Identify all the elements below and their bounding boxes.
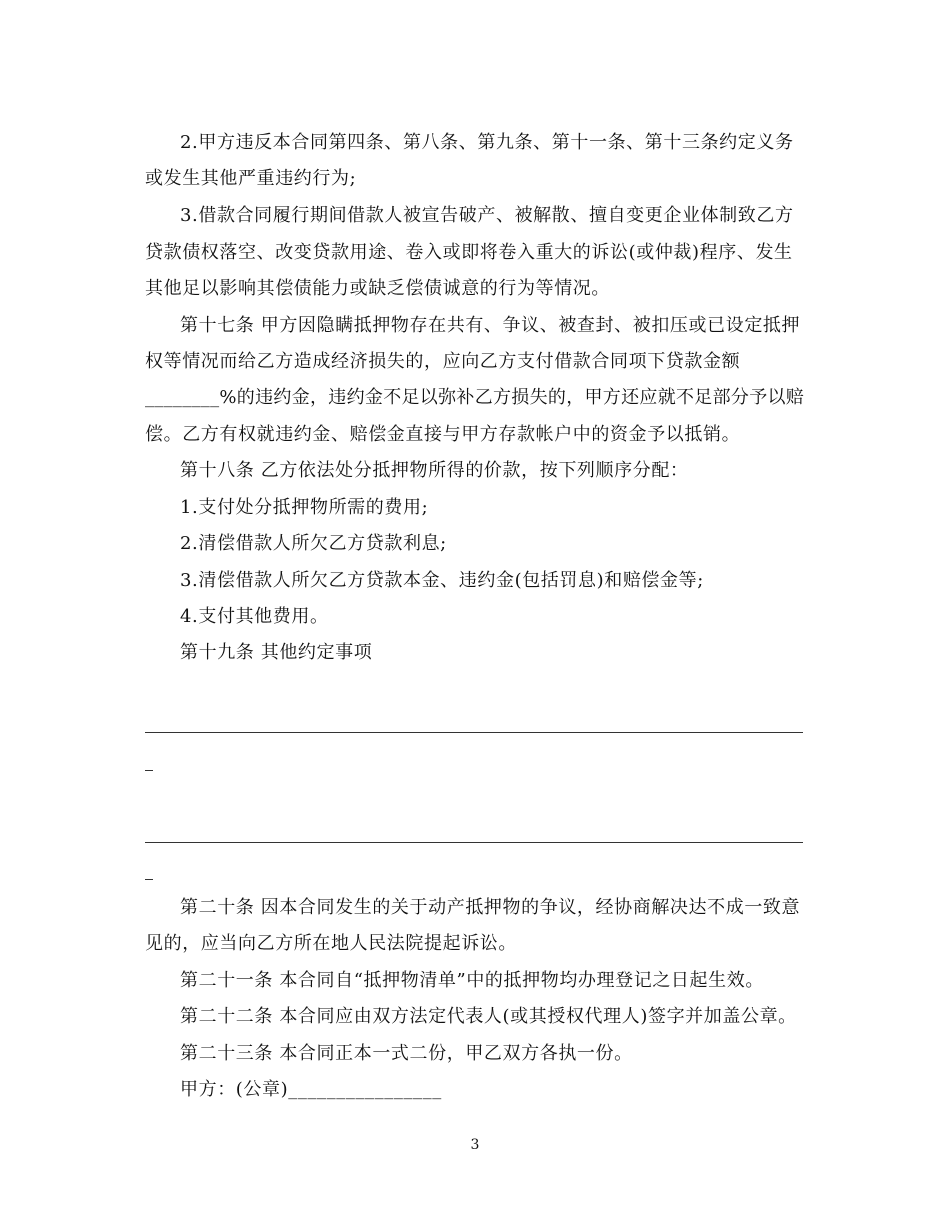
clause-18-item-2: 2.清偿借款人所欠乙方贷款利息;: [180, 533, 447, 554]
clause-18-item-1: 1.支付处分抵押物所需的费用;: [180, 497, 429, 518]
clause-17-line-4: 偿。乙方有权就违约金、赔偿金直接与甲方存款帐户中的资金予以抵销。: [145, 424, 741, 445]
clause-20-line-2: 见的，应当向乙方所在地人民法院提起诉讼。: [145, 933, 517, 954]
clause-18-heading: 第十八条 乙方依法处分抵押物所得的价款，按下列顺序分配：: [180, 460, 689, 481]
clause-17-line-1: 第十七条 甲方因隐瞒抵押物存在共有、争议、被查封、被扣压或已设定抵押: [180, 315, 801, 336]
fill-in-line-1: [145, 732, 803, 733]
clause-17-line-3: ________%的违约金，违约金不足以弥补乙方损失的，甲方还应就不足部分予以赔: [145, 387, 805, 408]
clause-16-item-3-line-3: 其他足以影响其偿债能力或缺乏偿债诚意的行为等情况。: [145, 278, 610, 299]
clause-18-item-4: 4.支付其他费用。: [180, 606, 329, 627]
fill-in-line-2-continuation: [145, 879, 153, 880]
fill-in-line-1-continuation: [145, 770, 153, 771]
clause-23: 第二十三条 本合同正本一式二份，甲乙双方各执一份。: [180, 1043, 633, 1064]
clause-19-heading: 第十九条 其他约定事项: [180, 642, 373, 663]
clause-16-item-3-line-2: 贷款债权落空、改变贷款用途、卷入或即将卷入重大的诉讼(或仲裁)程序、发生: [145, 242, 793, 263]
clause-20-line-1: 第二十条 因本合同发生的关于动产抵押物的争议，经协商解决达不成一致意: [180, 897, 801, 918]
fill-in-line-2: [145, 842, 803, 843]
page-number: 3: [470, 1137, 480, 1153]
clause-17-line-2: 权等情况而给乙方造成经济损失的，应向乙方支付借款合同项下贷款金额: [145, 351, 741, 372]
clause-22: 第二十二条 本合同应由双方法定代表人(或其授权代理人)签字并加盖公章。: [180, 1006, 797, 1027]
party-a-seal-line: 甲方：(公章)________________: [180, 1079, 442, 1100]
clause-16-item-2-line-2: 或发生其他严重违约行为;: [145, 168, 357, 189]
clause-18-item-3: 3.清偿借款人所欠乙方贷款本金、违约金(包括罚息)和赔偿金等;: [180, 570, 704, 591]
clause-16-item-3-line-1: 3.借款合同履行期间借款人被宣告破产、被解散、擅自变更企业体制致乙方: [180, 205, 794, 226]
clause-16-item-2-line-1: 2.甲方违反本合同第四条、第八条、第九条、第十一条、第十三条约定义务: [180, 132, 794, 153]
clause-21: 第二十一条 本合同自“抵押物清单”中的抵押物均办理登记之日起生效。: [180, 970, 764, 991]
